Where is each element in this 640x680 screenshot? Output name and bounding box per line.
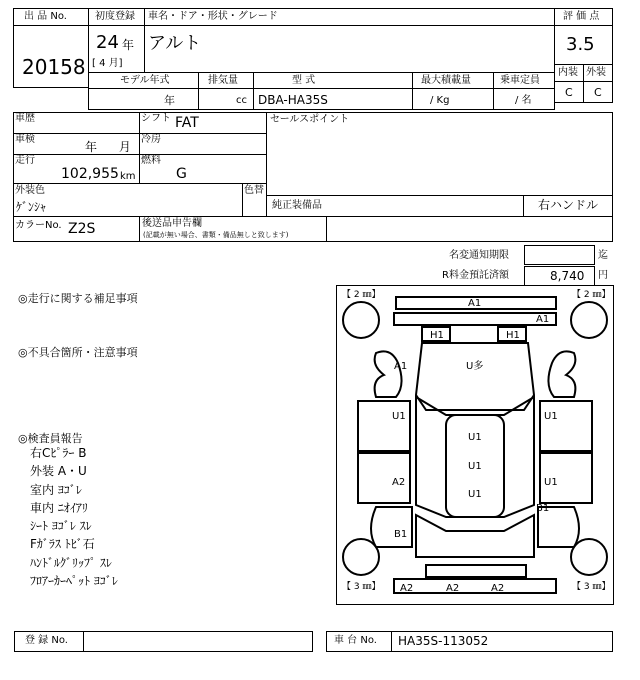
first-reg-month: [ 4 月] (92, 58, 123, 69)
max-load-label: 最大積載量 (421, 75, 471, 86)
model-year-cell (88, 88, 199, 110)
tire-depth-rear-right: 【 3 ㎜】 (572, 582, 611, 592)
model-year-label: モデル年式 (120, 75, 170, 86)
chassis-number: HA35S-113052 (398, 634, 489, 648)
recycle-label: R料金預託済額 (442, 270, 509, 281)
tire-front-left (343, 302, 379, 338)
mark-roof-2: U1 (468, 461, 482, 472)
mark-rear-2: A2 (446, 583, 460, 594)
first-reg-year: 24 (96, 32, 119, 53)
model-year-unit: 年 (164, 94, 175, 107)
docs-blank-cell (326, 216, 613, 242)
shift-value: FAT (175, 115, 199, 131)
tire-depth-front-left: 【 2 ㎜】 (342, 290, 381, 300)
inspection-label: 車検 (15, 134, 35, 145)
name-change-unit: 迄 (598, 250, 608, 261)
ac-label: 冷房 (141, 134, 161, 145)
displacement-label: 排気量 (208, 75, 238, 86)
mark-rear-1: A2 (400, 583, 414, 594)
chassis-label: 車 台 No. (334, 635, 377, 646)
name-change-label: 名変通知期限 (449, 250, 509, 261)
max-load-value: / Kg (430, 95, 450, 106)
interior-label: 内装 (558, 67, 578, 78)
mileage-value: 102,955 (61, 166, 119, 182)
car-name-label: 車名・ドア・形状・グレード (148, 11, 278, 22)
mark-door-rear-left: A2 (392, 477, 406, 488)
mileage-label: 走行 (15, 155, 35, 166)
mark-roof-hood: U多 (466, 361, 484, 372)
driving-notes-title: ◎走行に関する補足事項 (18, 292, 138, 305)
car-name-cell (144, 25, 555, 73)
fuel-value: G (176, 166, 187, 182)
mark-headlight-right: H1 (506, 330, 520, 341)
mark-quarter-left: B1 (394, 529, 408, 540)
capacity-label: 乗車定員 (500, 75, 540, 86)
inspector-line: ﾌﾛｱｰｶｰﾍﾟｯﾄ ﾖｺﾞﾚ (30, 574, 118, 588)
tire-depth-front-right: 【 2 ㎜】 (572, 290, 611, 300)
inspector-line: ﾊﾝﾄﾞﾙｸﾞﾘｯﾌﾟ ｽﾚ (30, 556, 112, 570)
inspector-line: 右Cﾋﾟﾗｰ B (30, 446, 87, 460)
mark-front-top: A1 (468, 298, 482, 309)
inspector-line: Fｶﾞﾗｽ ﾄﾋﾞ石 (30, 537, 95, 551)
sales-point-label: セールスポイント (270, 114, 350, 125)
name-change-box (524, 245, 595, 265)
mark-front-bumper: A1 (536, 314, 550, 325)
inspector-line: 室内 ﾖｺﾞﾚ (30, 483, 82, 497)
color-no-value: Z2S (68, 221, 96, 237)
color-no-label: カラーNo. (15, 220, 62, 231)
mark-door-front-left: U1 (392, 411, 406, 422)
car-name: アルト (148, 33, 202, 54)
docs-note: (記載が無い場合、書類・備品無しと致します) (143, 231, 289, 239)
mark-door-rear-right: U1 (544, 477, 558, 488)
inspector-line: 車内 ﾆｵｲｱﾘ (30, 501, 88, 515)
car-damage-diagram (336, 285, 614, 605)
type-value: DBA-HA35S (258, 93, 328, 107)
mark-roof-3: U1 (468, 489, 482, 500)
inspector-title: ◎検査員報告 (18, 432, 83, 445)
interior-grade: C (565, 86, 573, 99)
ext-color-label: 外装色 (15, 185, 45, 196)
lot-label: 出 品 No. (24, 11, 67, 22)
handle-value: 右ハンドル (538, 198, 599, 212)
inspector-line: 外装 A・U (30, 464, 87, 478)
inspector-line: ｼｰﾄ ﾖｺﾞﾚ ｽﾚ (30, 519, 92, 533)
shift-label: シフト (141, 113, 171, 124)
exterior-grade: C (594, 86, 602, 99)
history-label: 車歴 (15, 113, 35, 124)
mark-rear-3: A2 (491, 583, 505, 594)
fuel-label: 燃料 (141, 155, 161, 166)
reg-value-cell (83, 631, 313, 652)
inspection-value: 年 月 (85, 140, 131, 154)
exterior-label: 外装 (586, 67, 606, 78)
lot-number: 20158 (22, 55, 86, 79)
reg-label: 登 録 No. (25, 635, 68, 646)
type-label: 型 式 (292, 75, 316, 86)
repaint-label: 色替 (244, 185, 264, 196)
first-reg-year-unit: 年 (122, 38, 135, 52)
docs-label: 後送品申告欄 (142, 218, 202, 229)
mark-door-front-right: U1 (544, 411, 558, 422)
score-value: 3.5 (566, 34, 595, 55)
ext-color-value: ｹﾞﾝｼｬ (16, 200, 47, 214)
defects-title: ◎不具合箇所・注意事項 (18, 346, 138, 359)
displacement-unit: cc (236, 95, 247, 106)
mark-fender-left: A1 (394, 361, 408, 372)
equipment-label: 純正装備品 (272, 200, 322, 211)
tire-front-right (571, 302, 607, 338)
first-reg-label: 初度登録 (95, 11, 135, 22)
recycle-unit: 円 (598, 270, 608, 281)
mark-roof-1: U1 (468, 432, 482, 443)
mark-pillar-right: B1 (536, 503, 550, 514)
max-load-cell (412, 88, 494, 110)
recycle-amount: 8,740 (550, 269, 585, 283)
type-label-cell (253, 72, 413, 89)
capacity-value: / 名 (515, 95, 532, 106)
mark-headlight-left: H1 (430, 330, 444, 341)
mileage-unit: km (120, 171, 136, 182)
tire-depth-rear-left: 【 3 ㎜】 (342, 582, 381, 592)
score-label: 評 価 点 (563, 11, 600, 22)
ext-color-cell (13, 183, 243, 217)
